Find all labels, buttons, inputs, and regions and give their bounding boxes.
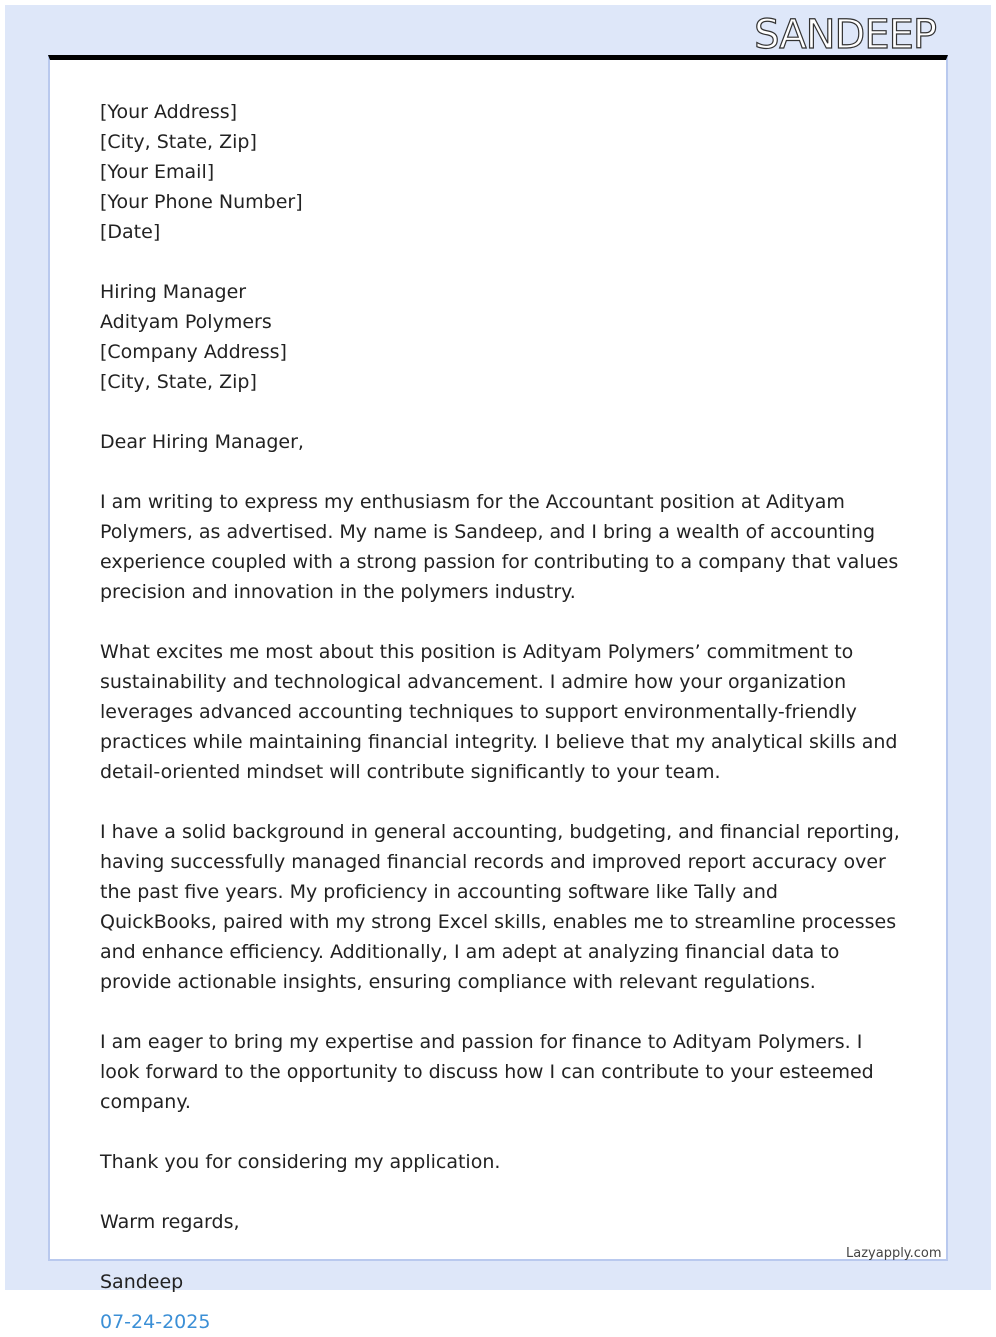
sender-date-line: [Date]	[100, 221, 161, 243]
signature-name: Sandeep	[100, 1271, 184, 1293]
recipient-address-line: [Company Address]	[100, 341, 287, 363]
header-name: SANDEEP	[754, 12, 936, 58]
cover-letter	[100, 97, 900, 1337]
sender-address	[100, 97, 900, 247]
body-paragraph-1: I am writing to express my enthusiasm for the Accountant position at Adityam Polymers, as advertised. My name is Sandeep, and I bring a wealth of accounting experience coupled with a strong passion for contributing to a company that values precision and innovation in the polymers industry.	[100, 491, 899, 603]
sender-city-line: [City, State, Zip]	[100, 131, 257, 153]
thank-you-line: Thank you for considering my application.	[100, 1151, 501, 1173]
closing: Warm regards,	[100, 1211, 240, 1233]
sender-address-line: [Your Address]	[100, 101, 238, 123]
salutation: Dear Hiring Manager,	[100, 431, 304, 453]
letter-date: 07-24-2025	[100, 1311, 211, 1333]
footer-brand: Lazyapply.com	[846, 1246, 942, 1261]
sender-email-line: [Your Email]	[100, 161, 215, 183]
body-paragraph-4: I am eager to bring my expertise and passion for finance to Adityam Polymers. I look forward to the opportunity to discuss how I can contribute to your esteemed company.	[100, 1031, 874, 1113]
recipient-title: Hiring Manager	[100, 281, 247, 303]
body-paragraph-2: What excites me most about this position is Adityam Polymers’ commitment to sustainability and technological advancement. I admire how your organization leverages advanced accounting techniques to support environmentally-friendly practices while maintaining financial integrity. I believe that my analytical skills and detail-oriented mindset will contribute significantly to your team.	[100, 641, 898, 783]
recipient-address	[100, 277, 900, 397]
body-paragraph-3: I have a solid background in general accounting, budgeting, and financial reporting, having successfully managed financial records and improved report accuracy over the past five years. My proficiency in accounting software like Tally and QuickBooks, paired with my strong Excel skills, enables me to streamline processes and enhance efficiency. Additionally, I am adept at analyzing financial data to provide actionable insights, ensuring compliance with relevant regulations.	[100, 821, 900, 993]
recipient-company: Adityam Polymers	[100, 311, 272, 333]
sender-phone-line: [Your Phone Number]	[100, 191, 303, 213]
recipient-city-line: [City, State, Zip]	[100, 371, 257, 393]
